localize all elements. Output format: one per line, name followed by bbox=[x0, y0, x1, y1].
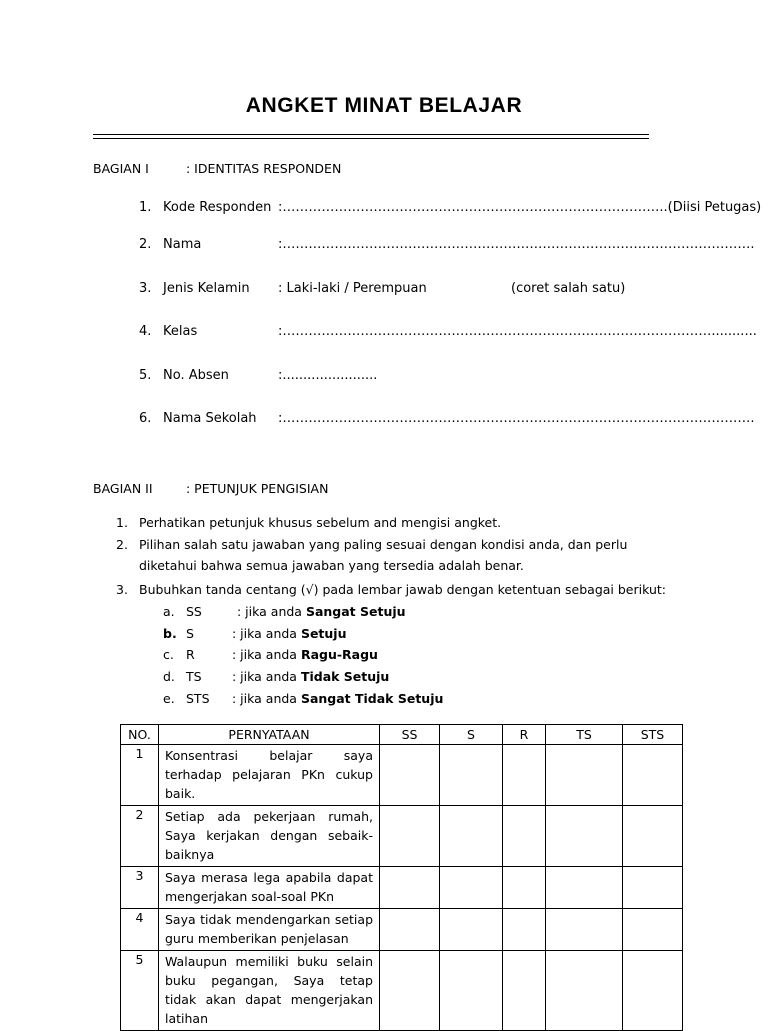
row-number: 2 bbox=[121, 806, 159, 867]
answer-cell-ss[interactable] bbox=[380, 951, 440, 1031]
statement-text: Konsentrasi belajar saya terhadap pelajaran PKn cukup baik. bbox=[159, 745, 380, 806]
field-value[interactable]: :………………………………………………………………………………………………. bbox=[278, 411, 755, 426]
header-s: S bbox=[440, 725, 503, 745]
field-value[interactable]: : Laki-laki / Perempuan bbox=[278, 281, 427, 296]
field-number: 1. bbox=[139, 200, 152, 215]
table-row bbox=[121, 806, 683, 867]
field-number: 4. bbox=[139, 324, 152, 339]
option-code: S bbox=[186, 626, 194, 641]
answer-cell-ss[interactable] bbox=[380, 806, 440, 867]
field-value[interactable]: :………………………………………………………………………………………………. bbox=[278, 237, 755, 252]
answer-cell-r[interactable] bbox=[503, 745, 546, 806]
statement-text: Walaupun memiliki buku selain buku pegangan, Saya tetap tidak akan dapat mengerjakan latihan bbox=[159, 951, 380, 1031]
header-ss: SS bbox=[380, 725, 440, 745]
option-code: STS bbox=[186, 691, 210, 706]
table-header-row bbox=[121, 725, 683, 745]
option-desc: : jika anda bbox=[237, 604, 306, 619]
header-pernyataan: PERNYATAAN bbox=[159, 725, 380, 745]
answer-cell-sts[interactable] bbox=[623, 909, 683, 951]
option-letter: c. bbox=[163, 647, 174, 662]
field-label: Nama bbox=[163, 237, 202, 252]
answer-cell-ts[interactable] bbox=[546, 745, 623, 806]
option-meaning: Sangat Tidak Setuju bbox=[300, 691, 444, 706]
field-number: 5. bbox=[139, 368, 152, 383]
instruction-text: Bubuhkan tanda centang (√) pada lembar jawab dengan ketentuan sebagai berikut: bbox=[139, 582, 666, 597]
answer-cell-sts[interactable] bbox=[623, 745, 683, 806]
answer-cell-r[interactable] bbox=[503, 867, 546, 909]
row-number: 4 bbox=[121, 909, 159, 951]
section1-label: BAGIAN I bbox=[93, 161, 149, 176]
option-meaning: Tidak Setuju bbox=[300, 669, 390, 684]
row-number: 5 bbox=[121, 951, 159, 1031]
title-rule-top bbox=[93, 134, 649, 135]
answer-cell-s[interactable] bbox=[440, 806, 503, 867]
field-note: (coret salah satu) bbox=[511, 281, 626, 296]
document-title: ANGKET MINAT BELAJAR bbox=[245, 94, 523, 117]
field-label: Kode Responden bbox=[163, 200, 272, 215]
table-row bbox=[121, 951, 683, 1031]
option-desc: : jika anda bbox=[232, 647, 301, 662]
questionnaire-table bbox=[120, 724, 683, 1031]
field-value[interactable]: :………………………………………………………………………………………........... bbox=[278, 324, 757, 339]
answer-cell-s[interactable] bbox=[440, 909, 503, 951]
instruction-number: 1. bbox=[116, 515, 128, 530]
option-desc: : jika anda bbox=[232, 626, 301, 641]
option-letter: b. bbox=[163, 626, 177, 641]
option-letter: e. bbox=[163, 691, 175, 706]
answer-cell-ts[interactable] bbox=[546, 806, 623, 867]
answer-cell-s[interactable] bbox=[440, 745, 503, 806]
table-row bbox=[121, 867, 683, 909]
field-label: Kelas bbox=[163, 324, 198, 339]
title-rule-bottom bbox=[93, 138, 649, 139]
answer-cell-r[interactable] bbox=[503, 909, 546, 951]
instruction-text: Perhatikan petunjuk khusus sebelum and mengisi angket. bbox=[139, 515, 502, 530]
instruction-text: Pilihan salah satu jawaban yang paling sesuai dengan kondisi anda, dan perlu bbox=[139, 537, 628, 552]
statement-text: Saya merasa lega apabila dapat mengerjakan soal-soal PKn bbox=[159, 867, 380, 909]
field-value[interactable]: :……………………………………………………………………………..(Diisi Petugas) bbox=[278, 200, 762, 215]
option-code: TS bbox=[186, 669, 202, 684]
option-meaning: Ragu-Ragu bbox=[300, 647, 378, 662]
option-code: R bbox=[186, 647, 195, 662]
field-label: Jenis Kelamin bbox=[163, 281, 250, 296]
instruction-number: 2. bbox=[116, 537, 128, 552]
option-letter: d. bbox=[163, 669, 175, 684]
option-desc: : jika anda bbox=[232, 669, 301, 684]
answer-cell-r[interactable] bbox=[503, 951, 546, 1031]
option-meaning: Sangat Setuju bbox=[305, 604, 406, 619]
option-meaning: Setuju bbox=[300, 626, 347, 641]
answer-cell-ss[interactable] bbox=[380, 909, 440, 951]
header-ts: TS bbox=[546, 725, 623, 745]
table-row bbox=[121, 745, 683, 806]
section1-heading: : IDENTITAS RESPONDEN bbox=[186, 161, 342, 176]
field-value[interactable]: :....................... bbox=[278, 368, 378, 383]
answer-cell-s[interactable] bbox=[440, 867, 503, 909]
answer-cell-ts[interactable] bbox=[546, 909, 623, 951]
field-label: Nama Sekolah bbox=[163, 411, 257, 426]
answer-cell-sts[interactable] bbox=[623, 806, 683, 867]
statement-text: Saya tidak mendengarkan setiap guru memberikan penjelasan bbox=[159, 909, 380, 951]
answer-cell-r[interactable] bbox=[503, 806, 546, 867]
answer-cell-s[interactable] bbox=[440, 951, 503, 1031]
section2-label: BAGIAN II bbox=[93, 481, 153, 496]
row-number: 3 bbox=[121, 867, 159, 909]
option-desc: : jika anda bbox=[232, 691, 301, 706]
statement-text: Setiap ada pekerjaan rumah, Saya kerjakan dengan sebaik-baiknya bbox=[159, 806, 380, 867]
option-letter: a. bbox=[163, 604, 175, 619]
row-number: 1 bbox=[121, 745, 159, 806]
answer-cell-ts[interactable] bbox=[546, 951, 623, 1031]
field-label: No. Absen bbox=[163, 368, 229, 383]
instruction-text: diketahui bahwa semua jawaban yang tersedia adalah benar. bbox=[139, 558, 524, 573]
header-sts: STS bbox=[623, 725, 683, 745]
field-number: 6. bbox=[139, 411, 152, 426]
header-r: R bbox=[503, 725, 546, 745]
answer-cell-sts[interactable] bbox=[623, 951, 683, 1031]
option-code: SS bbox=[186, 604, 202, 619]
table-row bbox=[121, 909, 683, 951]
answer-cell-ts[interactable] bbox=[546, 867, 623, 909]
section2-heading: : PETUNJUK PENGISIAN bbox=[186, 481, 329, 496]
field-number: 2. bbox=[139, 237, 152, 252]
header-no: NO. bbox=[121, 725, 159, 745]
instruction-number: 3. bbox=[116, 582, 128, 597]
field-number: 3. bbox=[139, 281, 152, 296]
answer-cell-ss[interactable] bbox=[380, 867, 440, 909]
answer-cell-ss[interactable] bbox=[380, 745, 440, 806]
answer-cell-sts[interactable] bbox=[623, 867, 683, 909]
